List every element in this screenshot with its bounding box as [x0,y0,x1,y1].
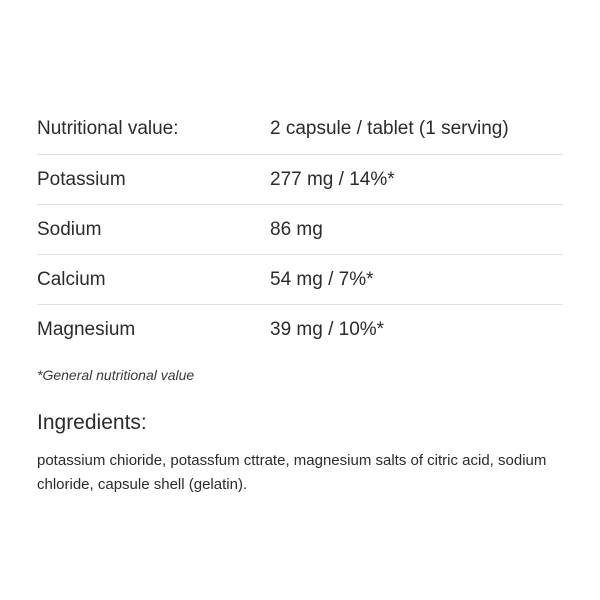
nutrient-name: Potassium [37,168,126,190]
ingredients-text: potassium chioride, potassfum cttrate, magnesium salts of citric acid, sodium chloride, capsule shell (gelatin). [37,452,547,493]
table-row [37,255,563,305]
nutrient-name: Calcium [37,268,106,290]
header-label: Nutritional value: [37,118,179,139]
table-header-row [37,104,563,155]
nutrient-value: 277 mg / 14%* [270,168,395,190]
nutrition-panel [37,104,563,497]
table-row [37,305,563,355]
table-row [37,155,563,205]
ingredients-heading: Ingredients: [37,411,147,434]
nutrition-table [37,104,563,355]
nutrient-value: 39 mg / 10%* [270,319,385,340]
header-serving: 2 capsule / tablet (1 serving) [270,118,509,139]
nutrient-value: 54 mg / 7%* [270,268,374,290]
nutrient-value: 86 mg [270,218,323,240]
footnote: *General nutritional value [37,367,195,383]
nutrient-name: Sodium [37,218,102,240]
nutrient-name: Magnesium [37,319,136,340]
table-row [37,205,563,255]
